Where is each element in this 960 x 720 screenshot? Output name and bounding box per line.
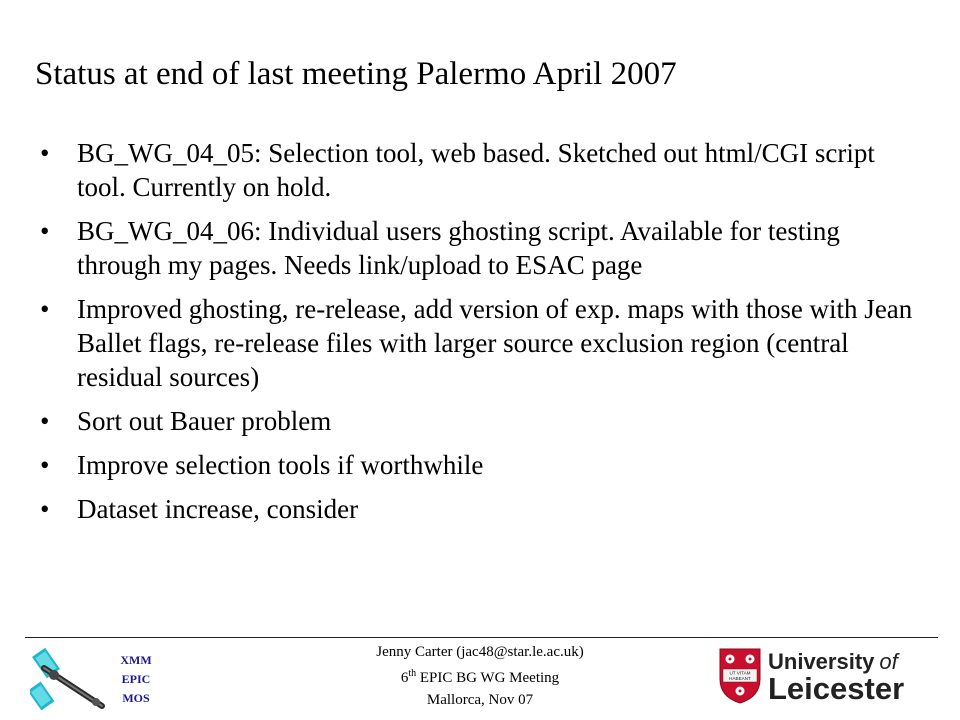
bullet-item bbox=[40, 292, 920, 394]
bullet-item bbox=[40, 448, 920, 482]
logo-of: of bbox=[879, 649, 898, 674]
logo-university: University bbox=[768, 649, 875, 674]
meeting-number: 6 bbox=[400, 670, 409, 686]
logo-leicester: Leicester bbox=[768, 671, 905, 705]
bullet-text: BG_WG_04_05: Selection tool, web based. Sketched out html/CGI script tool. Currently on hold. bbox=[77, 138, 875, 202]
xmm-satellite-icon bbox=[30, 644, 112, 714]
bullet-item bbox=[40, 214, 920, 282]
crest-motto-part: HABEANT bbox=[729, 676, 751, 681]
bullet-item bbox=[40, 136, 920, 204]
bullet-text: Sort out Bauer problem bbox=[77, 406, 332, 436]
meeting-suffix: th bbox=[408, 668, 417, 679]
footer-divider bbox=[25, 637, 938, 638]
bullet-dot-icon: • bbox=[40, 494, 50, 524]
bullet-dot-icon: • bbox=[40, 406, 50, 436]
bullet-item bbox=[40, 492, 920, 526]
author-line: Jenny Carter (jac48@star.le.ac.uk) bbox=[376, 644, 584, 660]
mission-line: EPIC bbox=[121, 672, 151, 686]
bullet-text: Dataset increase, consider bbox=[77, 494, 359, 524]
footer-info bbox=[300, 641, 660, 711]
bullet-item bbox=[40, 404, 920, 438]
university-logo bbox=[716, 645, 938, 705]
bullet-list bbox=[40, 136, 920, 536]
bullet-dot-icon: • bbox=[40, 450, 50, 480]
slide-title: Status at end of last meeting Palermo April 2007 bbox=[35, 56, 677, 92]
bullet-text: Improved ghosting, re-release, add version of exp. maps with those with Jean Ballet flags, re-release files with larger source exclusion region (central residual sources) bbox=[77, 294, 913, 392]
crest-motto-part: UT VITAM bbox=[729, 670, 751, 676]
bullet-dot-icon: • bbox=[40, 138, 50, 168]
bullet-dot-icon: • bbox=[40, 216, 50, 246]
bullet-dot-icon: • bbox=[40, 294, 50, 324]
bullet-text: BG_WG_04_06: Individual users ghosting script. Available for testing through my pages. Needs link/upload to ESAC page bbox=[77, 216, 840, 280]
mission-line: XMM bbox=[120, 653, 152, 667]
location-line: Mallorca, Nov 07 bbox=[426, 692, 534, 708]
mission-line: MOS bbox=[122, 691, 150, 705]
meeting-name: EPIC BG WG Meeting bbox=[416, 670, 560, 686]
bullet-text: Improve selection tools if worthwhile bbox=[77, 450, 484, 480]
mission-label bbox=[113, 651, 159, 708]
meeting-line bbox=[300, 663, 660, 689]
